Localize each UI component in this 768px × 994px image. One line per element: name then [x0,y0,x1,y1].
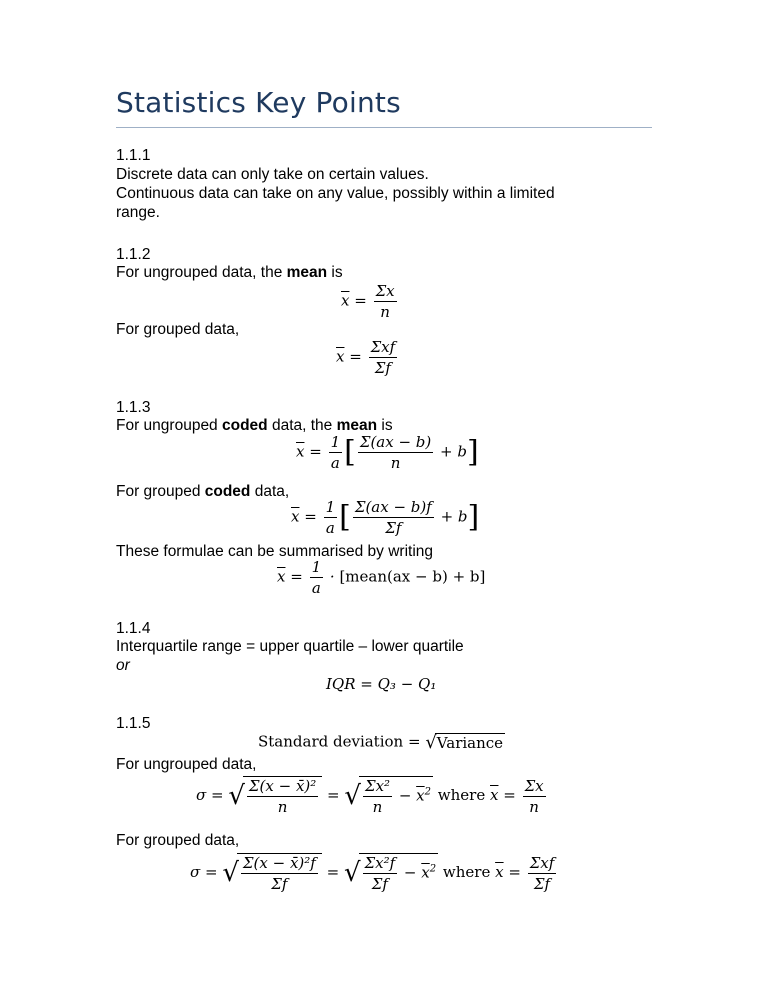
ungrouped-mean-text: For ungrouped data, the mean is [116,264,343,281]
section-number-111: 1.1.1 [116,147,151,164]
section-number-115: 1.1.5 [116,715,151,732]
ungrouped-coded-text: For ungrouped coded data, the mean is [116,417,393,434]
section-number-113: 1.1.3 [116,399,151,416]
mean-formula-ungrouped: $\overline{x}$ = $\frac{\Sigma x}{n}$ [341,282,395,321]
section-number-114: 1.1.4 [116,620,151,637]
or-text: or [116,657,130,674]
discrete-text: Discrete data can only take on certain values. [116,166,429,183]
page-title: Statistics Key Points [116,86,401,119]
sd-formula: Standard deviation = √Variance [258,732,504,753]
iqr-formula: IQR = Q₃ − Q₁ [326,675,437,693]
grouped-sd-text: For grouped data, [116,832,240,849]
section-number-112: 1.1.2 [116,246,151,263]
ungrouped-sd-text: For ungrouped data, [116,756,257,773]
grouped-coded-text: For grouped coded data, [116,483,290,500]
title-rule [116,127,652,128]
range-text: range. [116,204,160,221]
grouped-text: For grouped data, [116,321,240,338]
mean-formula-grouped: $\overline{x}$ = $\frac{\text{Σxf}}{\Sigma f}$ [336,338,396,377]
sd-formula-grouped: σ = √ $\frac{\text{Σ(x − x̄)²f}}{\Sigma f}$ = √ $\frac{\text{Σx²f}}{\Sigma f}$ − $\overline{x}^2$ where $\overline{x}$ = $\frac{\text{Σxf}}{\Sigma f}$ [190,853,555,893]
coded-mean-formula-ungrouped: $\overline{x}$ = $\frac{1}{a}$ [ $\frac{\Sigma(ax - b)}{n}$ + b] [296,433,479,472]
summary-text: These formulae can be summarised by writing [116,543,434,560]
coded-mean-formula-grouped: $\overline{x}$ = $\frac{1}{a}$ [ $\frac{\Sigma(ax - b)f}{\Sigma f}$ + b] [291,498,480,537]
iqr-text: Interquartile range = upper quartile – lower quartile [116,638,464,655]
sd-formula-ungrouped: σ = √ $\frac{\text{Σ(x − x̄)²}}{n}$ = √ $\frac{\text{Σx²}}{n}$ − $\overline{x}^2$ where $\overline{x}$ = $\frac{\Sigma x}{n}$ [196,776,544,816]
coded-mean-summary-formula: $\overline{x}$ = $\frac{1}{a}$ · [mean(ax − b) + b] [277,558,486,597]
continuous-text: Continuous data can take on any value, possibly within a limited [116,185,555,202]
